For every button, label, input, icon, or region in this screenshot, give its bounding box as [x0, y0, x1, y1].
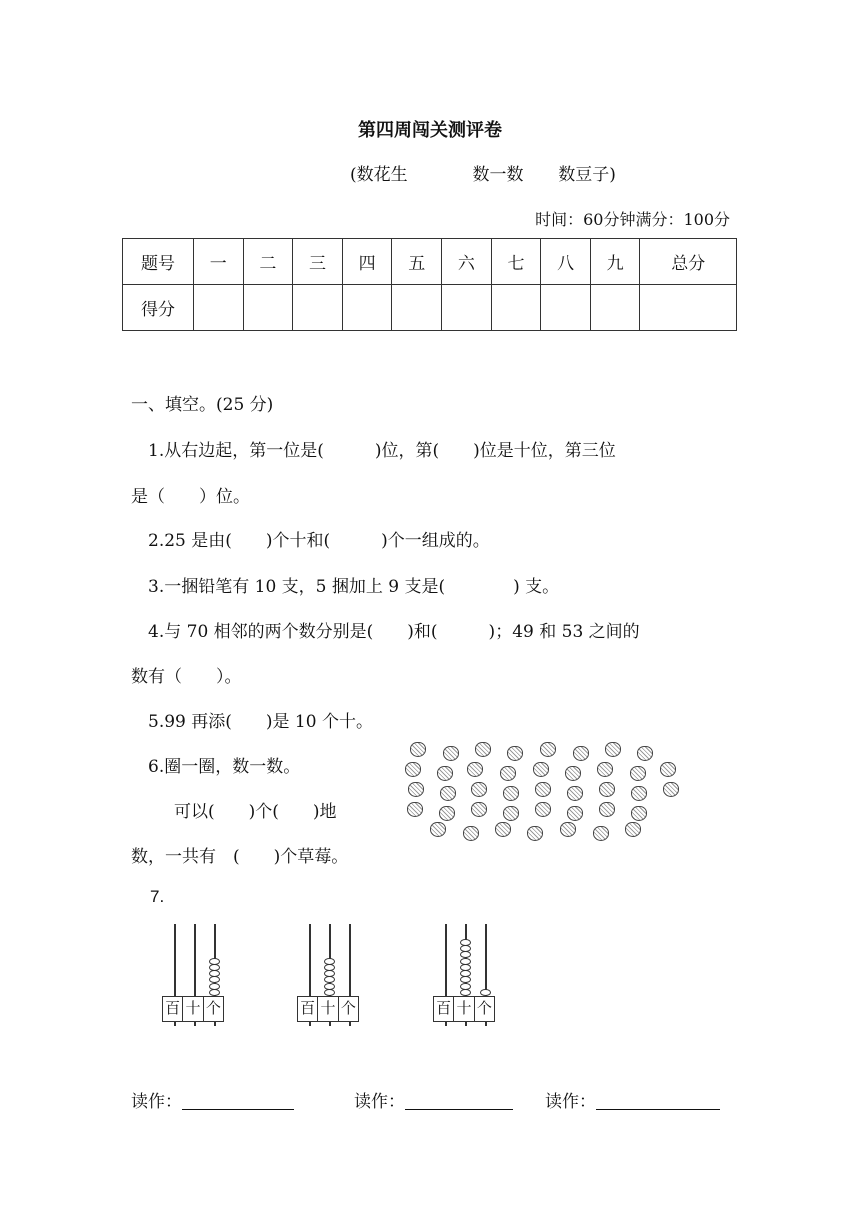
strawberry-icon — [597, 762, 613, 777]
score-header-cell: 一 — [194, 239, 244, 285]
strawberry-icon — [599, 802, 615, 817]
strawberry-icon — [405, 762, 421, 777]
section-1-heading: 一、填空。(25 分) — [131, 395, 274, 415]
abacus-place-labels — [162, 996, 224, 1022]
score-cell[interactable] — [442, 285, 492, 331]
question-6-line-2: 可以( )个( )地 — [174, 802, 337, 822]
score-table-header-row — [123, 239, 737, 285]
time-info: 时间：60分钟满分：100分 — [535, 210, 730, 229]
question-5: 5.99 再添( )是 10 个十。 — [148, 712, 373, 732]
abacus-bead — [209, 976, 220, 983]
abacus-bead — [460, 945, 471, 952]
read-answer-3 — [545, 1087, 720, 1112]
score-cell[interactable] — [194, 285, 244, 331]
abacus-bead — [209, 964, 220, 971]
question-7-number: 7. — [150, 887, 165, 906]
score-table-score-row — [123, 285, 737, 331]
place-label: 百 — [434, 997, 454, 1021]
abacus-bead — [460, 939, 471, 946]
place-label: 个 — [205, 999, 221, 1017]
score-row-label: 得分 — [123, 285, 194, 331]
place-label: 百 — [163, 997, 183, 1021]
strawberry-icon — [625, 822, 641, 837]
strawberry-icon — [408, 782, 424, 797]
question-6-line-3: 数，一共有 ( )个草莓。 — [131, 847, 349, 867]
strawberry-icon — [599, 782, 615, 797]
place-label: 十 — [183, 997, 203, 1021]
abacus-bead — [460, 958, 471, 965]
strawberry-icon — [660, 762, 676, 777]
read-blank-1[interactable] — [182, 1091, 294, 1110]
abacus-bead — [324, 976, 335, 983]
score-cell[interactable] — [243, 285, 293, 331]
score-header-cell: 题号 — [123, 239, 194, 285]
score-cell[interactable] — [293, 285, 343, 331]
abacus-bead — [460, 964, 471, 971]
strawberry-icon — [540, 742, 556, 757]
read-label: 读作： — [131, 1092, 182, 1112]
question-1-line-1: 1.从右边起，第一位是( )位，第( )位是十位，第三位 — [148, 441, 616, 461]
abacus-place-labels — [433, 996, 495, 1022]
place-label: 个 — [476, 999, 492, 1017]
score-header-cell: 总分 — [640, 239, 737, 285]
strawberry-picture — [405, 742, 695, 852]
abacus-bead — [480, 989, 491, 996]
strawberry-icon — [593, 826, 609, 841]
strawberry-icon — [410, 742, 426, 757]
strawberry-icon — [507, 746, 523, 761]
strawberry-icon — [637, 746, 653, 761]
score-cell[interactable] — [392, 285, 442, 331]
abacus-bead — [460, 989, 471, 996]
strawberry-icon — [573, 746, 589, 761]
score-table — [122, 238, 737, 331]
strawberry-icon — [430, 822, 446, 837]
strawberry-icon — [567, 806, 583, 821]
strawberry-icon — [495, 822, 511, 837]
strawberry-icon — [527, 826, 543, 841]
strawberry-icon — [500, 766, 516, 781]
score-header-cell: 七 — [491, 239, 541, 285]
score-header-cell: 八 — [541, 239, 591, 285]
strawberry-icon — [467, 762, 483, 777]
score-header-cell: 四 — [342, 239, 392, 285]
strawberry-icon — [605, 742, 621, 757]
abacus-bead — [460, 951, 471, 958]
question-6-line-1: 6.圈一圈，数一数。 — [148, 757, 301, 777]
read-blank-3[interactable] — [596, 1091, 720, 1110]
strawberry-icon — [475, 742, 491, 757]
strawberry-icon — [437, 766, 453, 781]
score-header-cell: 六 — [442, 239, 492, 285]
strawberry-icon — [533, 762, 549, 777]
strawberry-icon — [440, 786, 456, 801]
subtitle-part-1: (数花生 — [350, 165, 408, 185]
score-cell[interactable] — [590, 285, 640, 331]
strawberry-icon — [439, 806, 455, 821]
abacus-bead — [324, 964, 335, 971]
subtitle — [350, 160, 616, 185]
subtitle-part-2: 数一数 — [472, 165, 524, 185]
strawberry-icon — [535, 802, 551, 817]
score-header-cell: 九 — [590, 239, 640, 285]
question-4-line-1: 4.与 70 相邻的两个数分别是( )和( )；49 和 53 之间的 — [148, 622, 640, 642]
strawberry-icon — [463, 826, 479, 841]
abacus-bead — [324, 958, 335, 965]
strawberry-icon — [503, 786, 519, 801]
abacus-bead — [209, 958, 220, 965]
strawberry-icon — [663, 782, 679, 797]
read-answer-2 — [354, 1087, 513, 1112]
question-4-line-2: 数有（ ）。 — [131, 667, 242, 687]
read-answer-1 — [131, 1087, 294, 1112]
strawberry-icon — [535, 782, 551, 797]
abacus-bead — [460, 983, 471, 990]
strawberry-icon — [471, 802, 487, 817]
abacus-place-labels — [297, 996, 359, 1022]
strawberry-icon — [631, 806, 647, 821]
score-cell[interactable] — [342, 285, 392, 331]
place-label: 十 — [454, 997, 474, 1021]
read-label: 读作： — [545, 1092, 596, 1112]
strawberry-icon — [565, 766, 581, 781]
strawberry-icon — [471, 782, 487, 797]
score-header-cell: 三 — [293, 239, 343, 285]
abacus-bead — [209, 989, 220, 996]
place-label: 个 — [340, 999, 356, 1017]
question-1-line-2: 是（ ）位。 — [131, 487, 250, 507]
strawberry-icon — [560, 822, 576, 837]
abacus-bead — [209, 983, 220, 990]
score-header-cell: 五 — [392, 239, 442, 285]
strawberry-icon — [443, 746, 459, 761]
question-2: 2.25 是由( )个十和( )个一组成的。 — [148, 531, 490, 551]
abacus-bead — [460, 976, 471, 983]
abacus-bead — [324, 983, 335, 990]
question-3: 3.一捆铅笔有 10 支，5 捆加上 9 支是( ) 支。 — [148, 577, 560, 597]
strawberry-icon — [630, 766, 646, 781]
score-cell[interactable] — [541, 285, 591, 331]
score-cell[interactable] — [640, 285, 737, 331]
read-label: 读作： — [354, 1092, 405, 1112]
abacus-bead — [324, 989, 335, 996]
read-blank-2[interactable] — [405, 1091, 513, 1110]
page-title: 第四周闯关测评卷 — [358, 120, 502, 141]
strawberry-icon — [407, 802, 423, 817]
place-label: 百 — [298, 997, 318, 1021]
score-header-cell: 二 — [243, 239, 293, 285]
strawberry-icon — [631, 786, 647, 801]
subtitle-part-3: 数豆子) — [558, 165, 616, 185]
score-cell[interactable] — [491, 285, 541, 331]
place-label: 十 — [318, 997, 338, 1021]
strawberry-icon — [567, 786, 583, 801]
strawberry-icon — [503, 806, 519, 821]
